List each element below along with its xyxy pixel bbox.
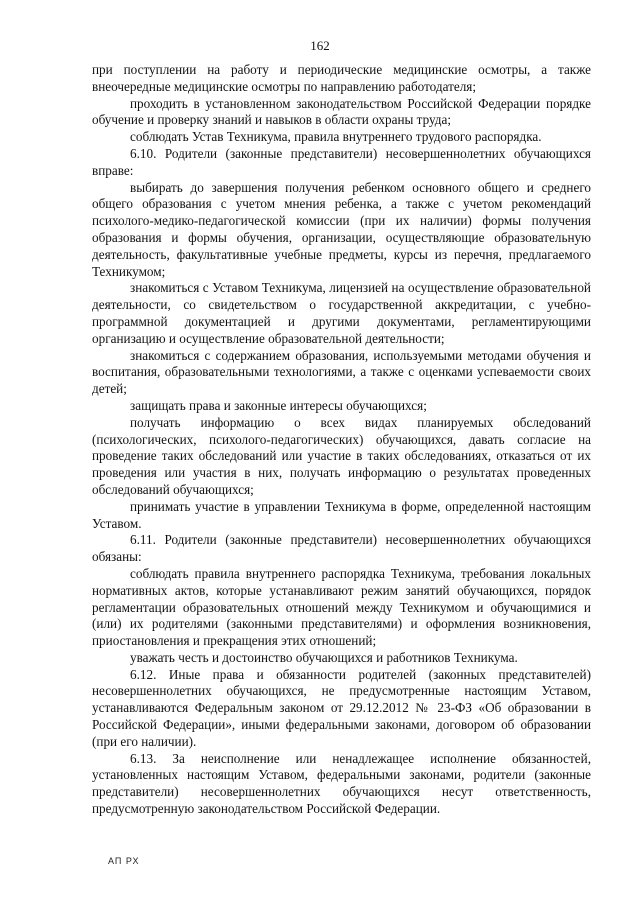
paragraph: уважать честь и достоинство обучающихся и работников Техникума. [130,649,518,665]
paragraph: 6.10. Родители (законные представители) несовершеннолетних обучающихся вправе: [92,145,591,178]
paragraph: 6.12. Иные права и обязанности родителей (законных представителей) несовершеннолетних обучающихся, не предусмотренные настоящим Уставом, устанавливаются Федеральным законом от 29.12.2012 № 23-ФЗ «Об образовании в Российской Федерации», иными федеральными законами, договором об образовании (при его наличии). [92,666,591,749]
paragraph: защищать права и законные интересы обучающихся; [130,397,427,413]
paragraph: принимать участие в управлении Техникума в форме, определенной настоящим Уставом. [92,498,591,531]
footer-stamp: АП РХ [108,856,140,866]
paragraph: выбирать до завершения получения ребенком основного общего и среднего общего образования с учетом мнения ребенка, а также с учетом рекомендаций психолого-медико-педагогической комиссии (при их наличии) формы получения образования и формы обучения, организации, осуществляющие образовательную деятельность, факультативные учебные предметы, курсы из перечня, предлагаемого Техникумом; [92,179,591,279]
paragraph: соблюдать Устав Техникума, правила внутреннего трудового распорядка. [130,129,542,145]
paragraph: получать информацию о всех видах планируемых обследований (психологических, психолого-педагогических) обучающихся, давать согласие на проведение таких обследований или участие в таких обследованиях, отказаться от их проведения или участия в них, получать информацию о результатах проведенных обследований обучающихся; [92,414,591,497]
paragraph: соблюдать правила внутреннего распорядка Техникума, требования локальных нормативных актов, которые устанавливают режим занятий обучающихся, порядок регламентации образовательных отношений между Техникумом и обучающимися и (или) их родителями (законными представителями) и оформления возникновения, приостановления и прекращения этих отношений; [92,565,591,649]
document-body [92,62,591,818]
paragraph: знакомиться с Уставом Техникума, лицензией на осуществление образовательной деятельности, со свидетельством о государственной аккредитации, с учебно-программной документацией и другими документами, регламентирующими организацию и осуществление образовательной деятельности; [92,280,591,346]
paragraph: при поступлении на работу и периодические медицинские осмотры, а также внеочередные медицинские осмотры по направлению работодателя; [92,62,591,94]
paragraph: 6.13. За неисполнение или ненадлежащее исполнение обязанностей, установленных настоящим Уставом, федеральными законами, родители (законные представители) несовершеннолетних обучающихся несут ответственность, предусмотренную законодательством Российской Федерации. [92,750,591,817]
paragraph: 6.11. Родители (законные представители) несовершеннолетних обучающихся обязаны: [92,532,591,565]
paragraph: проходить в установленном законодательством Российской Федерации порядке обучение и проверку знаний и навыков в области охраны труда; [92,95,591,128]
paragraph: знакомиться с содержанием образования, используемыми методами обучения и воспитания, образовательными технологиями, а также с оценками успеваемости своих детей; [92,347,591,397]
page-number: 162 [310,38,330,53]
